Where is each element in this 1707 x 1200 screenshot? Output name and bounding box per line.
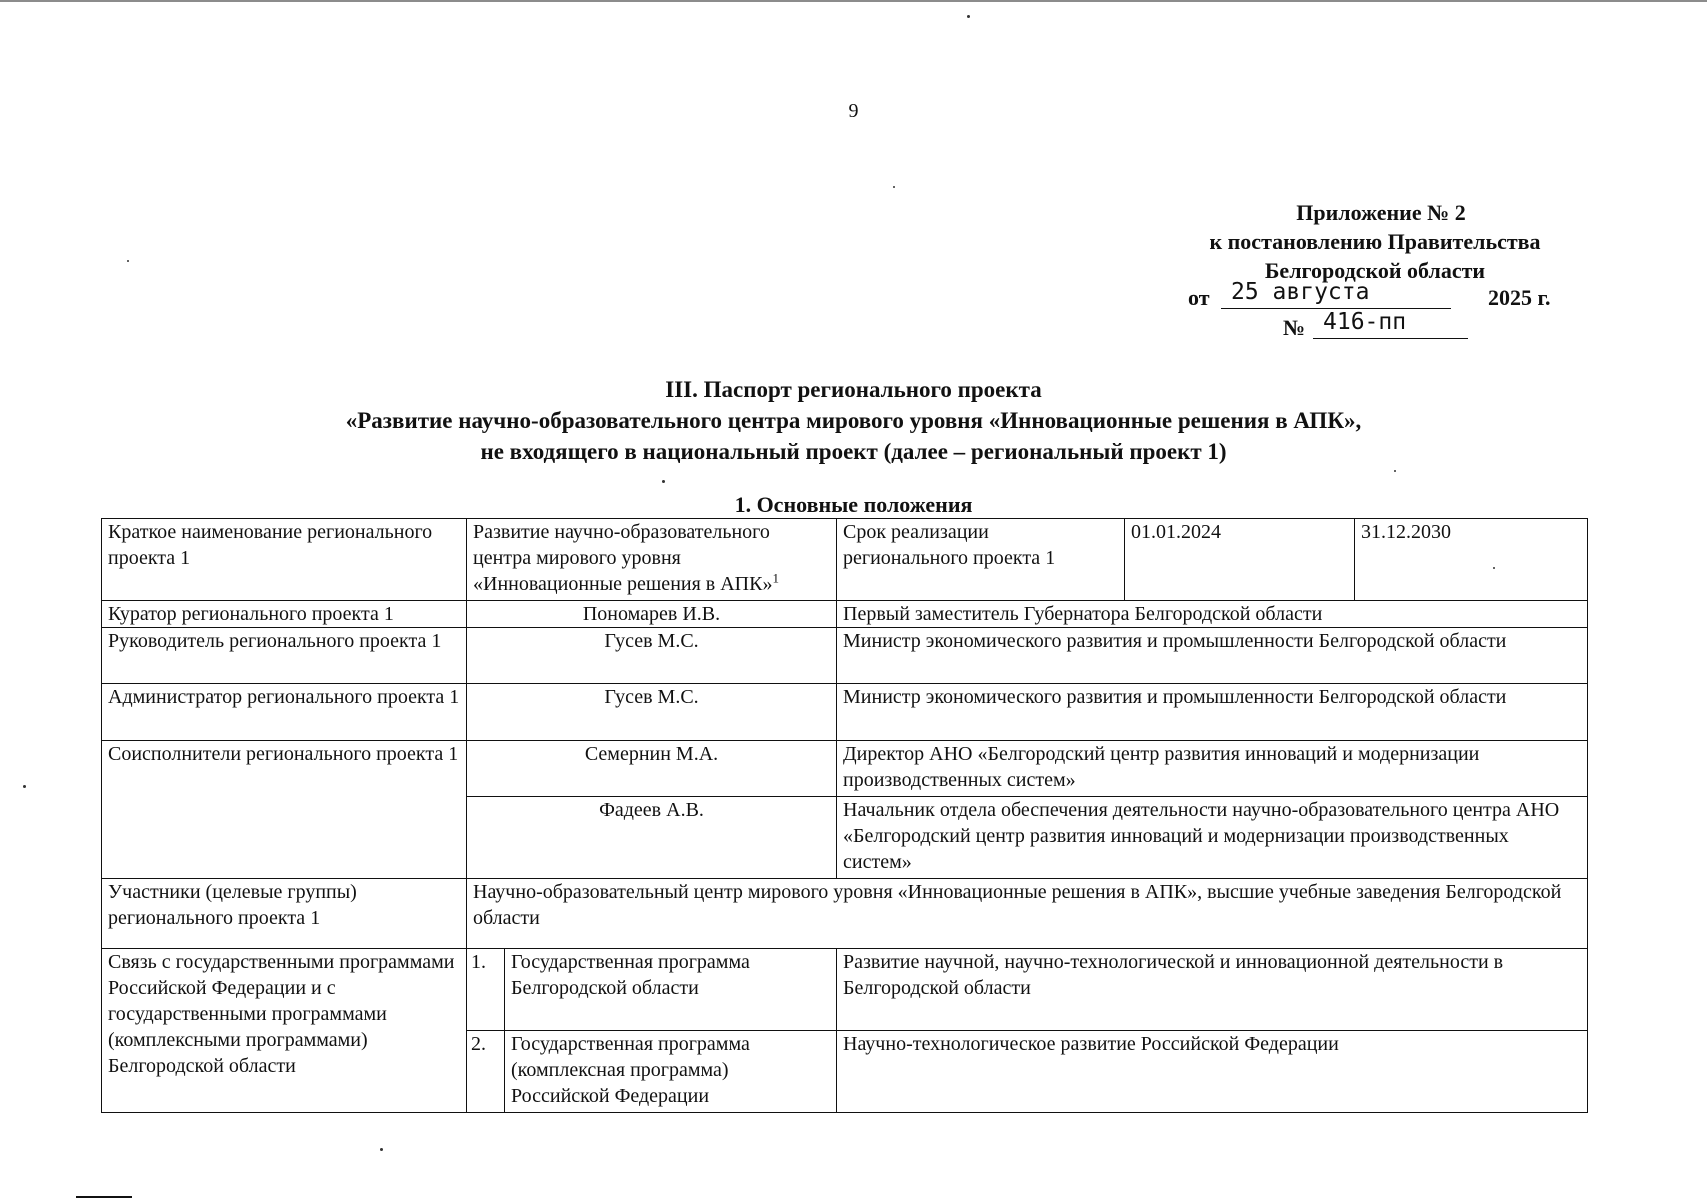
- link-2-type: Государственная программа (комплексная программа) Российской Федерации: [505, 1031, 837, 1113]
- coexec-2-position: Начальник отдела обеспечения деятельности научно-образовательного центра АНО «Белгородский центр развития инноваций и модернизации производственных систем»: [837, 797, 1588, 879]
- title-line-2: «Развитие научно-образовательного центра мирового уровня «Инновационные решения в АПК»,: [345, 408, 1362, 433]
- scan-speck: [662, 480, 665, 483]
- table-row-link-1: [102, 949, 1588, 1031]
- link-1-number: 1.: [467, 949, 505, 1031]
- links-label: Связь с государственными программами Российской Федерации и с государственными программами (комплексными программами) Белгородской области: [102, 949, 467, 1113]
- scan-speck: [23, 785, 26, 788]
- coexec-1-name: Семернин М.А.: [467, 741, 837, 797]
- document-title: [0, 374, 1707, 467]
- term-start: 01.01.2024: [1125, 519, 1355, 601]
- scan-speck: [1394, 470, 1396, 472]
- passport-table: [101, 518, 1588, 1113]
- coexec-1-position: Директор АНО «Белгородский центр развития инноваций и модернизации производственных систем»: [837, 741, 1588, 797]
- scan-speck: [1493, 567, 1495, 569]
- table-row-curator: [102, 601, 1588, 628]
- admin-label: Администратор регионального проекта 1: [102, 684, 467, 741]
- number-prefix: №: [1283, 315, 1306, 340]
- footnote-marker: 1: [772, 570, 779, 586]
- date-value: 25 августа: [1221, 279, 1451, 309]
- coexec-label: Соисполнители регионального проекта 1: [102, 741, 467, 879]
- admin-position: Министр экономического развития и промышленности Белгородской области: [837, 684, 1588, 741]
- short-name-value-cell: [467, 519, 837, 601]
- table-row-short-name: [102, 519, 1588, 601]
- link-1-name: Развитие научной, научно-технологической и инновационной деятельности в Белгородской области: [837, 949, 1588, 1031]
- title-line-1: III. Паспорт регионального проекта: [665, 377, 1042, 402]
- scan-speck: [380, 1148, 383, 1151]
- term-end: 31.12.2030: [1355, 519, 1588, 601]
- short-name-value: Развитие научно-образовательного центра мирового уровня «Инновационные решения в АПК»: [473, 521, 773, 595]
- appendix-line-2: к постановлению Правительства: [1209, 229, 1541, 254]
- scan-speck: [893, 186, 895, 188]
- section-title: 1. Основные положения: [734, 492, 973, 517]
- date-year: 2025 г.: [1488, 285, 1551, 310]
- coexec-2-name: Фадеев А.В.: [467, 797, 837, 879]
- scan-speck: [127, 260, 129, 262]
- page-number: 9: [848, 100, 859, 122]
- head-label: Руководитель регионального проекта 1: [102, 628, 467, 684]
- table-row-participants: [102, 879, 1588, 949]
- participants-label: Участники (целевые группы) регионального проекта 1: [102, 879, 467, 949]
- appendix-line-1: Приложение № 2: [1296, 200, 1466, 225]
- scan-bottom-mark: [76, 1196, 132, 1198]
- table-row-admin: [102, 684, 1588, 741]
- appendix-number-row: [1283, 309, 1473, 343]
- curator-label: Куратор регионального проекта 1: [102, 601, 467, 628]
- appendix-header: [1175, 198, 1575, 285]
- number-value: 416-пп: [1313, 309, 1468, 339]
- participants-value: Научно-образовательный центр мирового уровня «Инновационные решения в АПК», высшие учебные заведения Белгородской области: [467, 879, 1588, 949]
- short-name-label: Краткое наименование регионального проекта 1: [102, 519, 467, 601]
- term-label: Срок реализации регионального проекта 1: [837, 519, 1125, 601]
- head-position: Министр экономического развития и промышленности Белгородской области: [837, 628, 1588, 684]
- table-row-coexecutor-1: [102, 741, 1588, 797]
- table-row-head: [102, 628, 1588, 684]
- head-name: Гусев М.С.: [467, 628, 837, 684]
- link-2-name: Научно-технологическое развитие Российской Федерации: [837, 1031, 1588, 1113]
- title-line-3: не входящего в национальный проект (далее – региональный проект 1): [480, 439, 1227, 464]
- curator-name: Пономарев И.В.: [467, 601, 837, 628]
- link-1-type: Государственная программа Белгородской области: [505, 949, 837, 1031]
- admin-name: Гусев М.С.: [467, 684, 837, 741]
- date-prefix: от: [1188, 285, 1210, 310]
- link-2-number: 2.: [467, 1031, 505, 1113]
- scan-speck: [967, 15, 970, 18]
- curator-position: Первый заместитель Губернатора Белгородской области: [837, 601, 1588, 628]
- scan-top-edge-line: [0, 0, 1707, 2]
- appendix-line-3: Белгородской области: [1264, 258, 1486, 283]
